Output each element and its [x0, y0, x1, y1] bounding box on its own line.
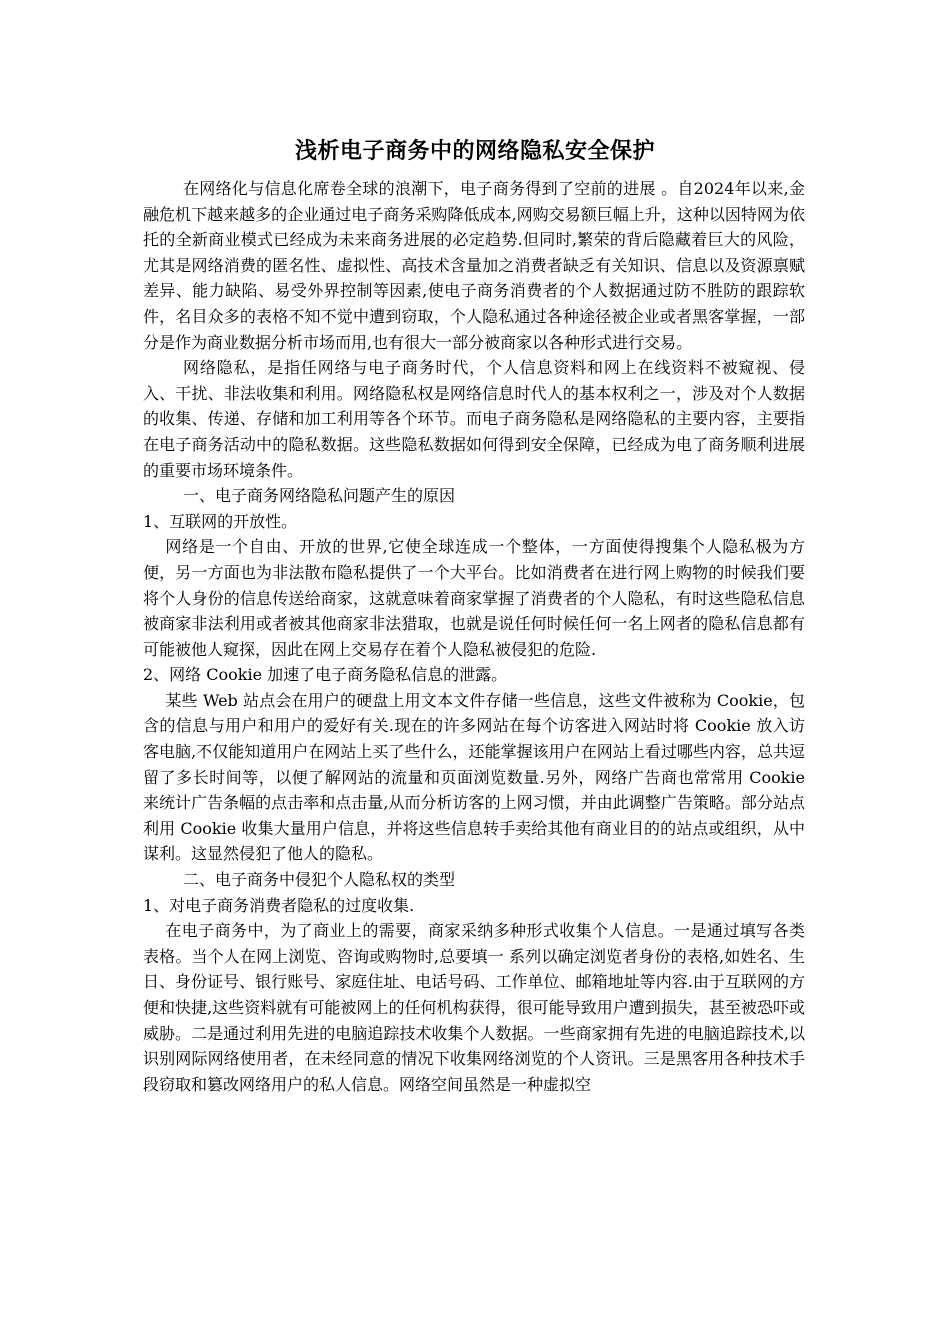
- paragraph-cookie: 某些 Web 站点会在用户的硬盘上用文本文件存储一些信息，这些文件被称为 Cookie，包含的信息与用户和用户的爱好有关.现在的许多网站在每个访客进入网站时将 Cookie 放入访客电脑,不仅能知道用户在网站上买了些什么，还能掌握该用户在网站上看过哪些内容，总共逗留了多长时间等，以便了解网站的流量和页面浏览数量.另外，网络广告商也常常用 Cookie 来统计广告条幅的点击率和点击量,从而分析访客的上网习惯，并由此调整广告策略。部分站点利用 Cookie 收集大量用户信息，并将这些信息转手卖给其他有商业目的的站点或组织，从中谋利。这显然侵犯了他人的隐私。: [143, 690, 805, 864]
- document-title: 浅析电子商务中的网络隐私安全保护: [294, 138, 655, 164]
- subheading-1-2: 2、网络 Cookie 加速了电子商务隐私信息的泄露。: [143, 665, 508, 685]
- section-heading-2: 二、电子商务中侵犯个人隐私权的类型: [183, 870, 456, 890]
- paragraph-collection: 在电子商务中，为了商业上的需要，商家采纳多种形式收集个人信息。一是通过填写各类表格。当个人在网上浏览、咨询或购物时,总要填一 系列以确定浏览者身份的表格,如姓名、生日、身份证号、银行账号、家庭住址、电话号码、工作单位、邮箱地址等内容.由于互联网的方便和快捷,这些资料就有可能被网上的任何机构获得，很可能导致用户遭到损失，甚至被恐吓或威胁。二是通过利用先进的电脑追踪技术收集个人数据。一些商家拥有先进的电脑追踪技术,以识别网际网络使用者，在未经同意的情况下收集网络浏览的个人资讯。三是黑客用各种技术手段窃取和篡改网络用户的私人信息。网络空间虽然是一种虚拟空: [143, 921, 805, 1094]
- paragraph-openness: 网络是一个自由、开放的世界,它使全球连成一个整体，一方面使得搜集个人隐私极为方便，另一方面也为非法散布隐私提供了一个大平台。比如消费者在进行网上购物的时候我们要将个人身份的信息传送给商家，这就意味着商家掌握了消费者的个人隐私，有时这些隐私信息被商家非法利用或者被其他商家非法猎取，也就是说任何时候任何一名上网者的隐私信息都有可能被他人窥探，因此在网上交易存在着个人隐私被侵犯的危险.: [143, 537, 805, 659]
- section-heading-1: 一、电子商务网络隐私问题产生的原因: [183, 486, 456, 506]
- subheading-1-1: 1、互联网的开放性。: [143, 511, 298, 531]
- paragraph-definition: 网络隐私，是指任网络与电子商务时代，个人信息资料和网上在线资料不被窥视、侵入、干扰、非法收集和利用。网络隐私权是网络信息时代人的基本权利之一，涉及对个人数据的收集、传递、存储和加工利用等各个环节。而电子商务隐私是网络隐私的主要内容，主要指在电子商务活动中的隐私数据。这些隐私数据如何得到安全保障，已经成为电了商务顺利进展的重要市场环境条件。: [143, 358, 805, 480]
- paragraph-intro: 在网络化与信息化席卷全球的浪潮下，电子商务得到了空前的进展 。自2024年以来,金融危机下越来越多的企业通过电子商务采购降低成本,网购交易额巨幅上升，这种以因特网为依托的全新商业模式已经成为未来商务进展的必定趋势.但同时,繁荣的背后隐藏着巨大的风险，尤其是网络消费的匿名性、虚拟性、高技术含量加之消费者缺乏有关知识、信息以及资源禀赋差异、能力缺陷、易受外界控制等因素,使电子商务消费者的个人数据通过防不胜防的跟踪软件，名目众多的表格不知不觉中遭到窃取，个人隐私通过各种途径被企业或者黑客掌握，一部分是作为商业数据分析市场而用,也有很大一部分被商家以各种形式进行交易。: [143, 179, 805, 352]
- document-body: [143, 176, 805, 1097]
- subheading-2-1: 1、对电子商务消费者隐私的过度收集.: [143, 895, 415, 915]
